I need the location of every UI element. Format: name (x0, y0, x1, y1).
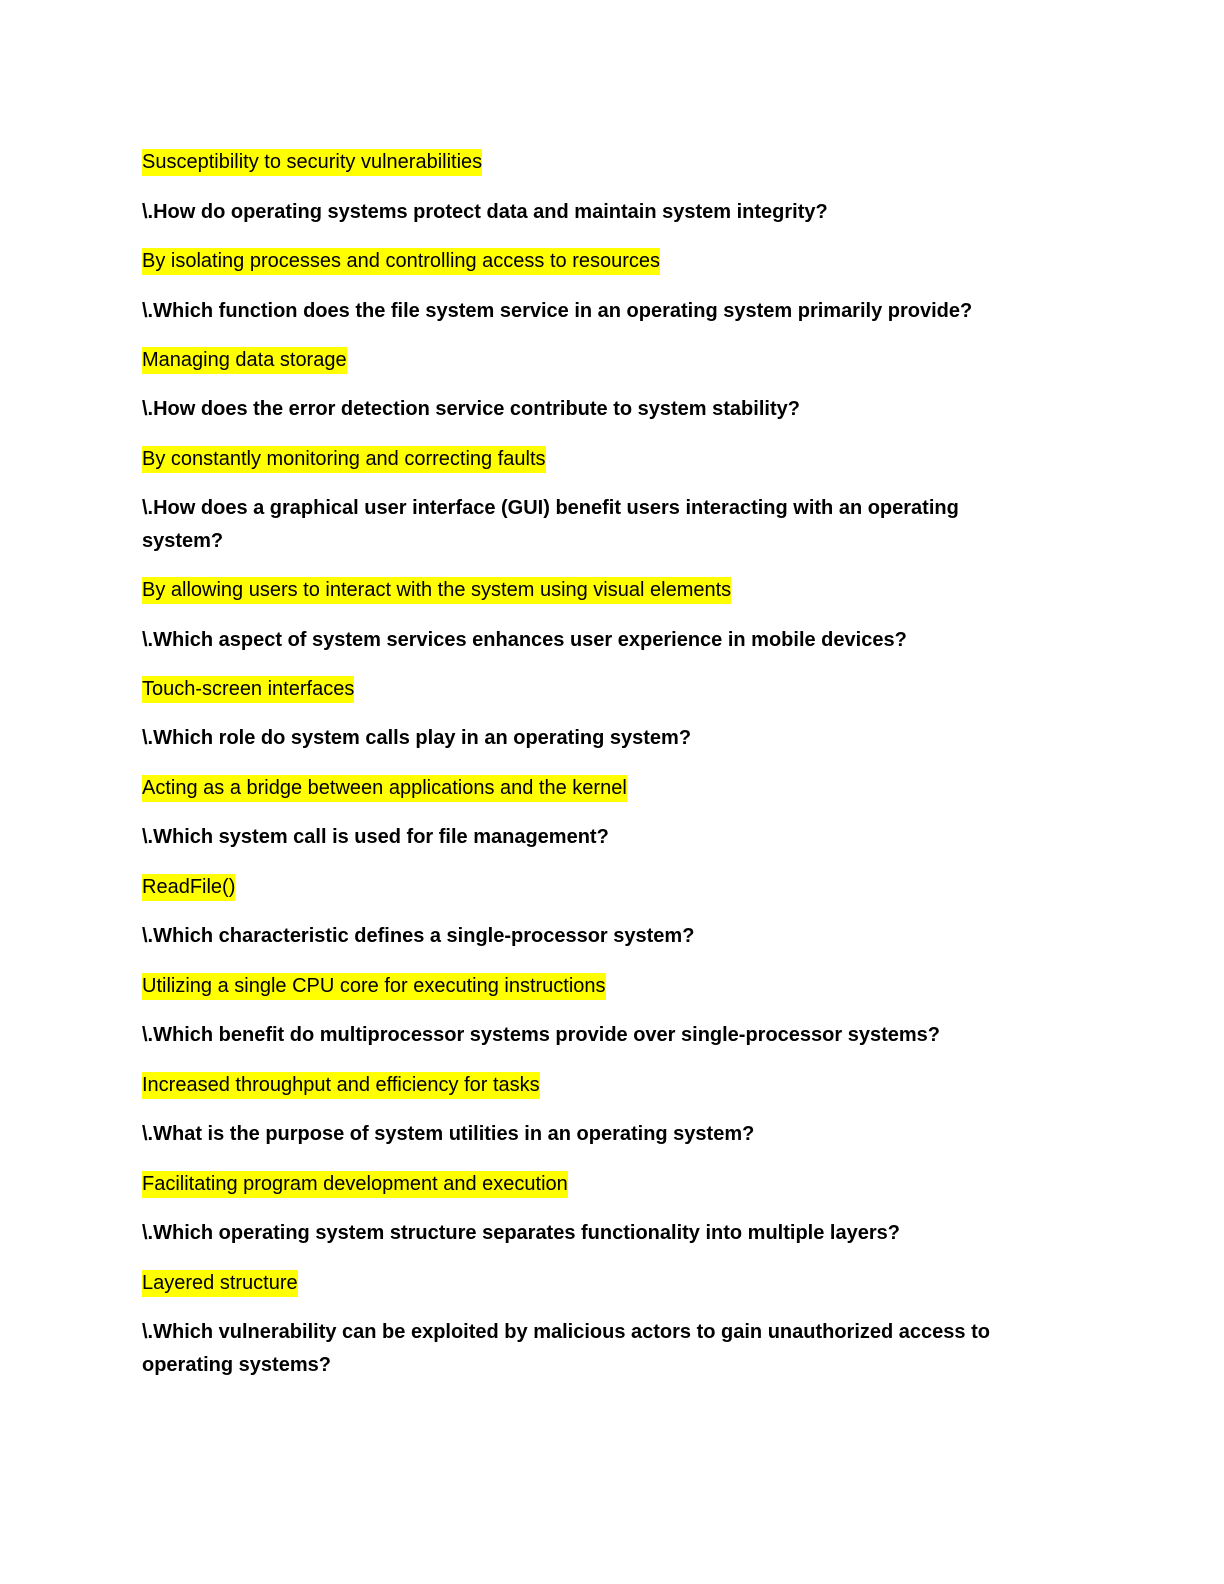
answer-highlight: Facilitating program development and execution (142, 1171, 568, 1198)
answer-7 (142, 772, 1022, 805)
question-8: \.Which characteristic defines a single-processor system? (142, 925, 695, 947)
question-3: \.How does the error detection service contribute to system stability? (142, 398, 800, 420)
question-9: \.Which benefit do multiprocessor systems provide over single-processor systems? (142, 1024, 941, 1046)
answer-2 (142, 245, 1022, 278)
answer-10 (142, 1069, 1022, 1102)
answer-highlight: By constantly monitoring and correcting faults (142, 446, 546, 473)
question-10: \.What is the purpose of system utilities in an operating system? (142, 1123, 755, 1145)
question-6: \.Which role do system calls play in an operating system? (142, 727, 692, 749)
answer-5 (142, 574, 1022, 607)
answer-highlight: Managing data storage (142, 347, 347, 374)
answer-12 (142, 1267, 1022, 1300)
answer-11 (142, 1168, 1022, 1201)
answer-highlight: Utilizing a single CPU core for executing instructions (142, 973, 606, 1000)
question-11: \.Which operating system structure separates functionality into multiple layers? (142, 1222, 900, 1244)
answer-highlight: Susceptibility to security vulnerabilities (142, 149, 482, 176)
answer-highlight: Acting as a bridge between applications and the kernel (142, 775, 627, 802)
question-4: \.How does a graphical user interface (GUI) benefit users interacting with an operating system? (142, 497, 959, 552)
answer-1 (142, 146, 1022, 179)
answer-highlight: By allowing users to interact with the system using visual elements (142, 577, 731, 604)
answer-8 (142, 871, 1022, 904)
question-7: \.Which system call is used for file management? (142, 826, 609, 848)
question-1: \.How do operating systems protect data and maintain system integrity? (142, 201, 828, 223)
answer-highlight: Touch-screen interfaces (142, 676, 354, 703)
question-2: \.Which function does the file system service in an operating system primarily provide? (142, 300, 973, 322)
answer-9 (142, 970, 1022, 1003)
answer-4 (142, 443, 1022, 476)
answer-highlight: By isolating processes and controlling access to resources (142, 248, 660, 275)
answer-6 (142, 673, 1022, 706)
question-12: \.Which vulnerability can be exploited by malicious actors to gain unauthorized access to operating systems? (142, 1321, 990, 1376)
answer-highlight: Layered structure (142, 1270, 298, 1297)
answer-highlight: ReadFile() (142, 874, 235, 901)
answer-highlight: Increased throughput and efficiency for tasks (142, 1072, 540, 1099)
answer-3 (142, 344, 1022, 377)
question-5: \.Which aspect of system services enhances user experience in mobile devices? (142, 629, 907, 651)
